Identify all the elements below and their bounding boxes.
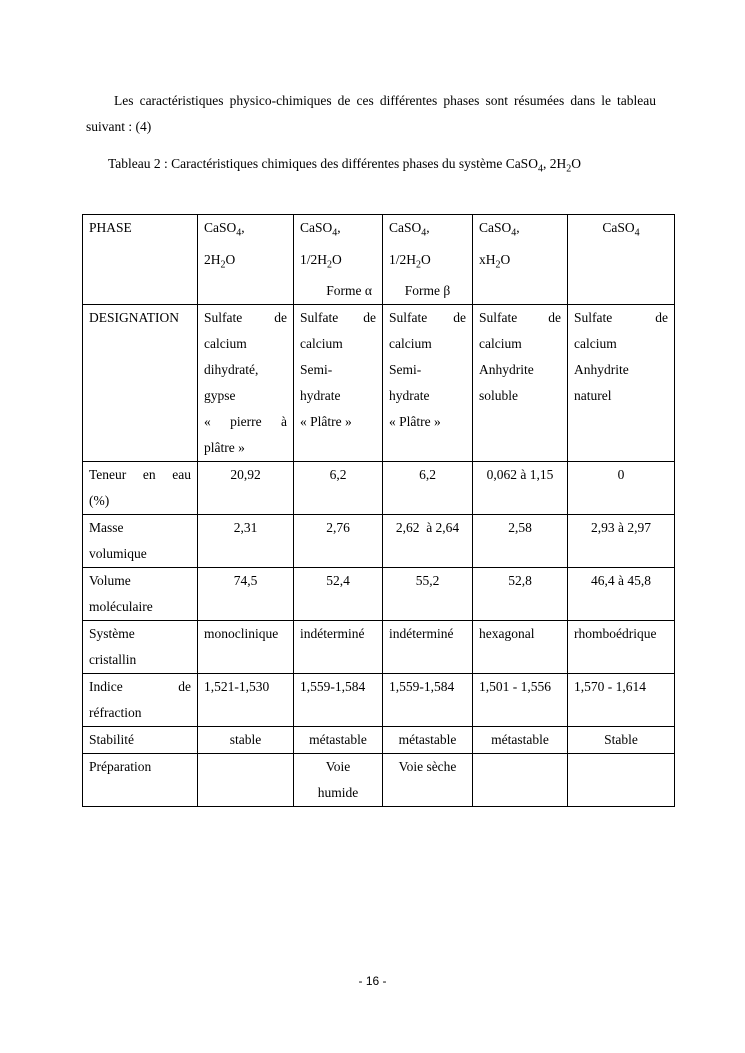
row-label: Masse volumique [83, 515, 198, 568]
row-label: Teneur en eau (%) [83, 462, 198, 515]
designation-col-2: Sulfate de calcium Semi- hydrate « Plâtre » [294, 305, 383, 462]
cell: 2,76 [294, 515, 383, 568]
cell: Stable [568, 727, 675, 754]
cell: Voie humide [294, 754, 383, 807]
header-row [83, 215, 675, 305]
row-teneur-eau [83, 462, 675, 515]
page-number: - 16 - [358, 974, 387, 988]
cell: indéterminé [294, 621, 383, 674]
header-label: PHASE [83, 215, 198, 305]
cell: 2,58 [473, 515, 568, 568]
cell: 52,4 [294, 568, 383, 621]
designation-row [83, 305, 675, 462]
row-preparation [83, 754, 675, 807]
cell: 2,31 [198, 515, 294, 568]
row-label: Préparation [83, 754, 198, 807]
cell: 2,93 à 2,97 [568, 515, 675, 568]
row-label: Stabilité [83, 727, 198, 754]
cell: monoclinique [198, 621, 294, 674]
caption-sub-1: 4 [537, 163, 543, 175]
row-masse-volumique [83, 515, 675, 568]
row-systeme-cristallin [83, 621, 675, 674]
intro-paragraph [86, 88, 656, 140]
header-col-3: CaSO$_4$, $1/2H_2O$ Forme β [383, 215, 473, 305]
designation-col-4: Sulfate de calcium Anhydrite soluble [473, 305, 568, 462]
cell: 1,559-1,584 [294, 674, 383, 727]
row-label: Volume moléculaire [83, 568, 198, 621]
cell: 2,62 à 2,64 [383, 515, 473, 568]
cell: 1,501 - 1,556 [473, 674, 568, 727]
row-label: Système cristallin [83, 621, 198, 674]
header-col-1: CaSO$_4$, $2H_2O$ [198, 215, 294, 305]
caption-sub-2: 2 [566, 163, 572, 175]
designation-label: DESIGNATION [83, 305, 198, 462]
cell: 1,570 - 1,614 [568, 674, 675, 727]
header-col-2: CaSO$_4$, $1/2H_2O$ Forme α [294, 215, 383, 305]
designation-col-3: Sulfate de calcium Semi- hydrate « Plâtre » [383, 305, 473, 462]
cell: métastable [294, 727, 383, 754]
cell: 20,92 [198, 462, 294, 515]
designation-col-5: Sulfate de calcium Anhydrite naturel [568, 305, 675, 462]
row-indice-refraction [83, 674, 675, 727]
row-volume-moleculaire [83, 568, 675, 621]
intro-line-2: tableau suivant : (4) [86, 93, 657, 134]
caption-suffix: O [571, 156, 581, 171]
cell: 1,559-1,584 [383, 674, 473, 727]
intro-line-1: Les caractéristiques physico-chimiques de ces différentes phases sont résumées dans le [114, 93, 611, 108]
row-stabilite [83, 727, 675, 754]
cell: Voie sèche [383, 754, 473, 807]
cell [568, 754, 675, 807]
cell: 74,5 [198, 568, 294, 621]
header-col-4: CaSO$_4$, $xH_2O$ [473, 215, 568, 305]
cell [473, 754, 568, 807]
cell: 46,4 à 45,8 [568, 568, 675, 621]
cell: 6,2 [383, 462, 473, 515]
designation-col-1: Sulfate de calcium dihydraté, gypse « pierre à plâtre » [198, 305, 294, 462]
table-caption [108, 156, 581, 175]
cell: hexagonal [473, 621, 568, 674]
properties-table [82, 214, 675, 807]
cell: métastable [383, 727, 473, 754]
cell: 55,2 [383, 568, 473, 621]
header-col-5: CaSO$_4$ [568, 215, 675, 305]
caption-prefix: Tableau 2 : Caractéristiques chimiques des différentes phases du système CaSO [108, 156, 538, 171]
cell: 1,521-1,530 [198, 674, 294, 727]
cell: stable [198, 727, 294, 754]
cell: 0,062 à 1,15 [473, 462, 568, 515]
caption-mid: , 2H [542, 156, 567, 171]
cell: 6,2 [294, 462, 383, 515]
cell: indéterminé [383, 621, 473, 674]
cell: métastable [473, 727, 568, 754]
cell [198, 754, 294, 807]
cell: 52,8 [473, 568, 568, 621]
row-label: Indice de réfraction [83, 674, 198, 727]
cell: rhomboédrique [568, 621, 675, 674]
cell: 0 [568, 462, 675, 515]
